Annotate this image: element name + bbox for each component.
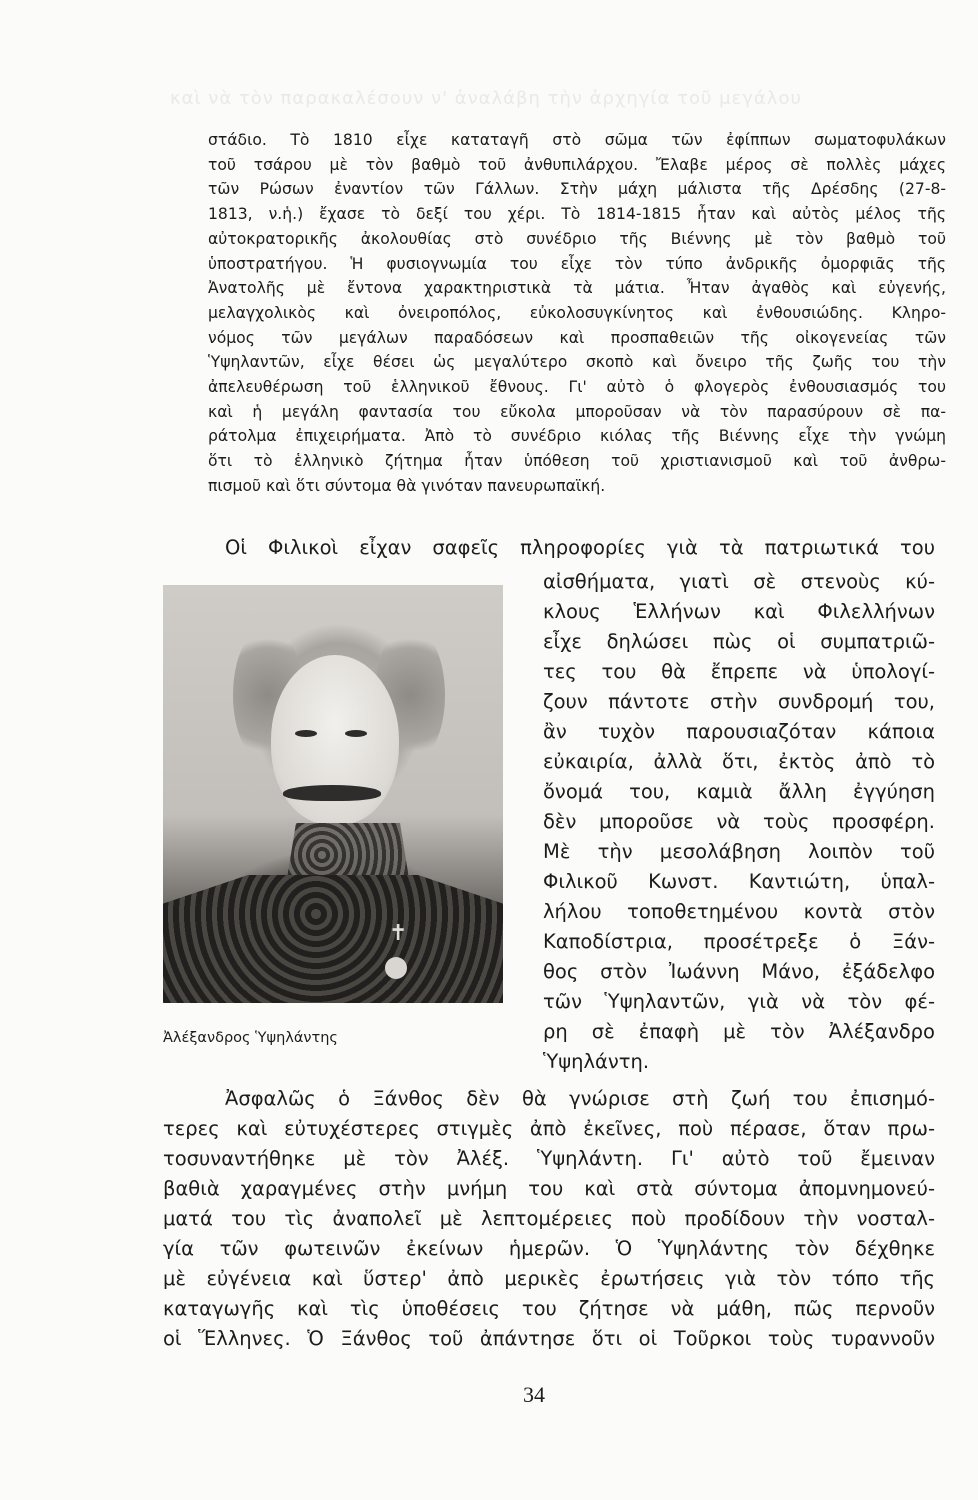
text-line: τῶν Ρώσων ἐναντίον τῶν Γάλλων. Στὴν μάχη μάλιστα τῆς Δρέσδης (27-8- bbox=[208, 180, 946, 199]
text-line: ρη σὲ ἐπαφὴ μὲ τὸν Ἀλέξανδρο bbox=[543, 1020, 935, 1043]
text-line: μὲ εὐγένεια καὶ ὕστερ' ἀπὸ μερικὲς ἐρωτήσεις γιὰ τὸν τόπο τῆς bbox=[163, 1267, 935, 1290]
text-line: πισμοῦ καὶ ὅτι σύντομα θὰ γινόταν πανευρωπαϊκή. bbox=[208, 476, 606, 495]
text-line: Καποδίστρια, προσέτρεξε ὁ Ξάν- bbox=[543, 930, 935, 953]
text-line: βαθιὰ χαραγμένες στὴν μνήμη του καὶ στὰ σύντομα ἀπομνημονεύ- bbox=[163, 1177, 935, 1200]
text-line: τες του θὰ ἔπρεπε νὰ ὑπολογί- bbox=[543, 660, 935, 683]
cross-icon: ✝ bbox=[389, 921, 408, 946]
figure-caption: Ἀλέξανδρος Ὑψηλάντης bbox=[163, 1030, 338, 1046]
text-line: ζουν πάντοτε στὴν συνδρομή του, bbox=[543, 690, 935, 713]
text-line: ὅτι τὸ ἑλληνικὸ ζήτημα ἦταν ὑπόθεση τοῦ χριστιανισμοῦ καὶ τοῦ ἀνθρω- bbox=[208, 452, 946, 471]
text-line: καὶ ἡ μεγάλη φαντασία του εὔκολα μποροῦσαν νὰ τὸν παρασύρουν σὲ πα- bbox=[208, 402, 946, 421]
portrait-eye-right bbox=[345, 730, 367, 737]
bleed-through-text: καὶ νὰ τὸν παρακαλέσουν ν' ἀναλάβη τὴν ἀρχηγία τοῦ μεγάλου bbox=[170, 88, 802, 109]
text-line: οἱ Ἕλληνες. Ὁ Ξάνθος τοῦ ἀπάντησε ὅτι οἱ Τοῦρκοι τοὺς τυραννοῦν bbox=[163, 1327, 935, 1350]
text-line: δὲν μποροῦσε νὰ τοὺς προσφέρη. bbox=[543, 810, 935, 833]
text-line: Μὲ τὴν μεσολάβηση λοιπὸν τοῦ bbox=[543, 840, 935, 863]
skull-emblem-icon bbox=[385, 957, 407, 979]
text-line: καταγωγῆς καὶ τὶς ὑποθέσεις του ζήτησε νὰ μάθη, πῶς περνοῦν bbox=[163, 1297, 935, 1320]
text-line: αἰσθήματα, γιατὶ σὲ στενοὺς κύ- bbox=[543, 570, 935, 593]
text-line: αὐτοκρατορικῆς ἀκολουθίας στὸ συνέδριο τῆς Βιέννης μὲ τὸν βαθμὸ τοῦ bbox=[208, 229, 946, 248]
paragraph-first-line: Ἀσφαλῶς ὁ Ξάνθος δὲν θὰ γνώρισε στὴ ζωή του ἐπισημό- bbox=[225, 1087, 935, 1110]
portrait-eye-left bbox=[295, 730, 317, 737]
text-line: τερες καὶ εὐτυχέστερες στιγμὲς ἀπὸ ἐκεῖνες, ποὺ πέρασε, ὅταν πρω- bbox=[163, 1117, 935, 1140]
portrait-coat bbox=[163, 875, 503, 1003]
text-line: νόμος τῶν μεγάλων παραδόσεων καὶ προσπαθειῶν τῆς οἰκογενείας τῶν bbox=[208, 328, 946, 347]
text-line: τῶν Ὑψηλαντῶν, γιὰ νὰ τὸν φέ- bbox=[543, 990, 935, 1013]
text-line: τοῦ τσάρου μὲ τὸν βαθμὸ τοῦ ἀνθυπιλάρχου. Ἔλαβε μέρος σὲ πολλὲς μάχες bbox=[208, 155, 946, 174]
page-number: 34 bbox=[523, 1382, 545, 1407]
text-line: στάδιο. Τὸ 1810 εἶχε καταταγῆ στὸ σῶμα τῶν ἐφίππων σωματοφυλάκων bbox=[208, 131, 946, 149]
text-line: ἀπελευθέρωση τοῦ ἑλληνικοῦ ἔθνους. Γι' αὐτὸ ὁ φλογερὸς ἐνθουσιασμός του bbox=[208, 378, 946, 397]
text-line: Ἀνατολῆς μὲ ἔντονα χαρακτηριστικὰ τὰ μάτια. Ἦταν ἀγαθὸς καὶ εὐγενής, bbox=[208, 279, 946, 298]
text-line: ὄνομά του, καμιὰ ἄλλη ἐγγύηση bbox=[543, 780, 935, 803]
text-line: ματά του τὶς ἀναπολεῖ μὲ λεπτομέρειες ποὺ προδίδουν τὴν νοσταλ- bbox=[163, 1207, 935, 1230]
text-line: εἶχε δηλώσει πὼς οἱ συμπατριῶ- bbox=[543, 630, 935, 653]
text-line: λήλου τοποθετημένου κοντὰ στὸν bbox=[543, 900, 935, 923]
paragraph-first-line: Οἱ Φιλικοὶ εἶχαν σαφεῖς πληροφορίες γιὰ τὰ πατριωτικά του bbox=[225, 536, 935, 559]
text-line: ὑποστρατήγου. Ἡ φυσιογνωμία του εἶχε τὸν τύπο ἀνδρικῆς ὀμορφιᾶς τῆς bbox=[208, 254, 946, 273]
text-line: ράτολμα ἐπιχειρήματα. Ἀπὸ τὸ συνέδριο κιόλας τῆς Βιέννης εἶχε τὴν γνώμη bbox=[208, 427, 946, 446]
text-line: γία τῶν φωτεινῶν ἐκείνων ἡμερῶν. Ὁ Ὑψηλάντης τὸν δέχθηκε bbox=[163, 1237, 935, 1260]
text-line: 1813, ν.ἡ.) ἔχασε τὸ δεξί του χέρι. Τὸ 1814-1815 ἦταν καὶ αὐτὸς μέλος τῆς bbox=[208, 205, 946, 224]
portrait-image bbox=[163, 585, 503, 1003]
text-line: μελαγχολικὸς καὶ ὀνειροπόλος, εὐκολοσυγκίνητος καὶ ἐνθουσιώδης. Κληρο- bbox=[208, 303, 946, 322]
text-line: κλους Ἑλλήνων καὶ Φιλελλήνων bbox=[543, 600, 935, 623]
text-line: Ὑψηλαντῶν, εἶχε θέσει ὡς μεγαλύτερο σκοπὸ καὶ ὄνειρο τῆς ζωῆς του τὴν bbox=[208, 353, 946, 372]
text-line: θος στὸν Ἰωάννη Μάνο, ἐξάδελφο bbox=[543, 960, 935, 983]
portrait-moustache bbox=[283, 785, 381, 801]
intro-paragraph bbox=[208, 128, 946, 499]
text-line: εὐκαιρία, ἀλλὰ ὅτι, ἐκτὸς ἀπὸ τὸ bbox=[543, 750, 935, 773]
text-line: τοσυναντήθηκε μὲ τὸν Ἀλέξ. Ὑψηλάντη. Γι' αὐτὸ τοῦ ἔμειναν bbox=[163, 1147, 935, 1170]
text-line: Ὑψηλάντη. bbox=[543, 1050, 650, 1073]
text-line: Φιλικοῦ Κωνστ. Καντιώτη, ὑπαλ- bbox=[543, 870, 935, 893]
text-line: ἂν τυχὸν παρουσιαζόταν κάποια bbox=[543, 720, 935, 743]
